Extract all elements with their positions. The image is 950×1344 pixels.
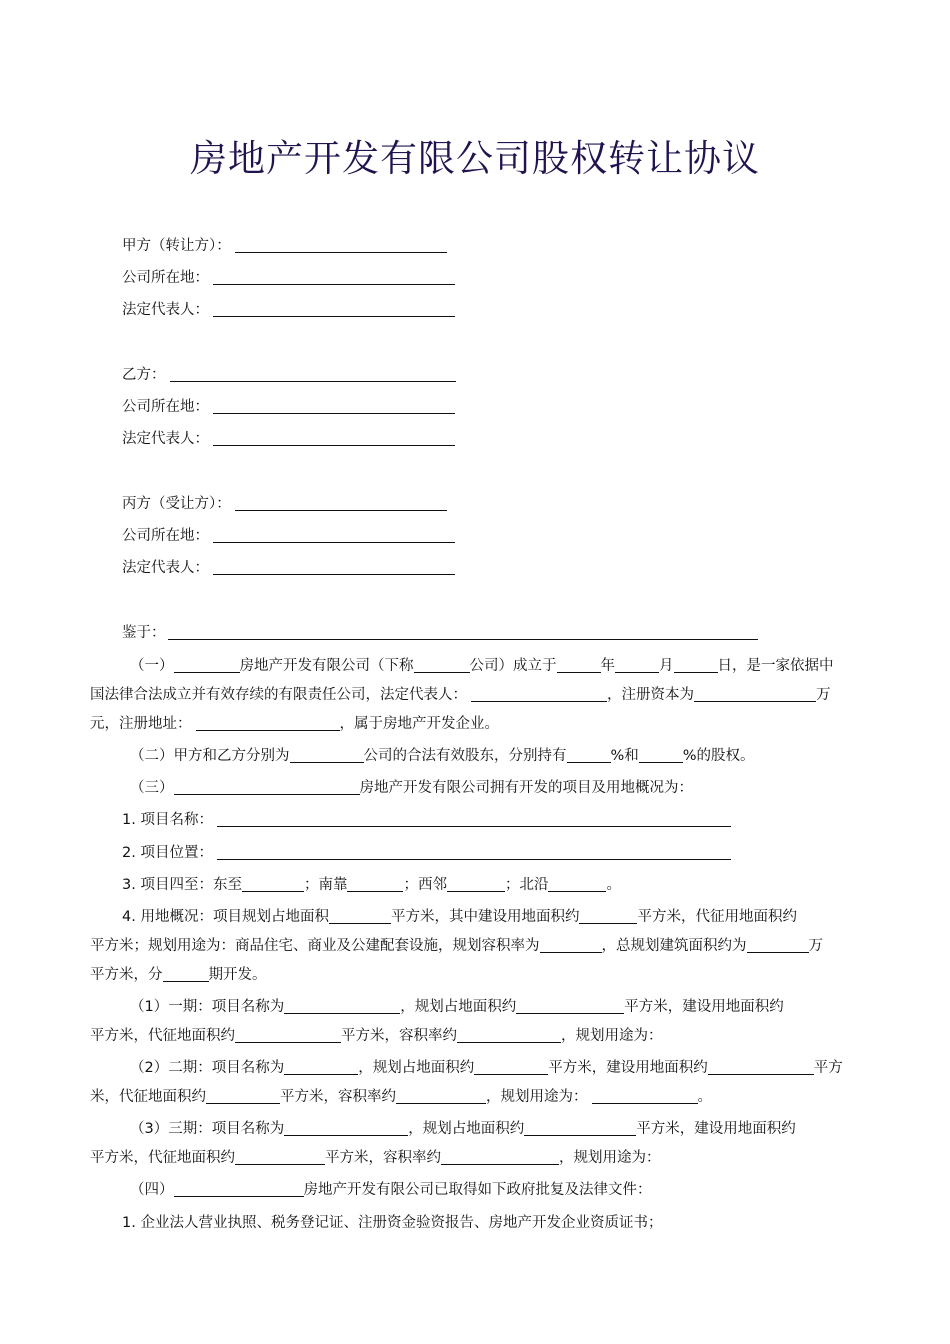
land-line1	[122, 907, 950, 927]
west-bound-field[interactable]	[447, 875, 505, 892]
text: ，规划占地面积约	[408, 1121, 525, 1137]
text: 平方米，容积率约	[280, 1089, 396, 1105]
project-name-field[interactable]	[217, 810, 731, 827]
party-b-name-field[interactable]	[170, 365, 456, 382]
text: 平方米，其中建设用地面积约	[390, 909, 580, 925]
phase3-far-field[interactable]	[441, 1148, 559, 1165]
whereas-p1-line1	[130, 656, 950, 676]
text: 日，是一家依据中	[717, 658, 834, 674]
phase2-usage-field[interactable]	[592, 1087, 698, 1104]
party-c-rep-label: 法定代表人：	[122, 560, 209, 576]
text: （四）	[130, 1182, 174, 1198]
text: 公司的合法有效股东，分别持有	[363, 748, 567, 764]
phase1-acq-area-field[interactable]	[235, 1026, 341, 1043]
text: 年	[600, 658, 615, 674]
text: （1）一期：项目名称为	[130, 999, 285, 1015]
party-a-name-field[interactable]	[235, 236, 447, 253]
party-c-line	[122, 494, 950, 514]
land-line2	[90, 936, 950, 956]
party-a-rep-line	[122, 300, 950, 320]
party-b-address-label: 公司所在地：	[122, 399, 209, 415]
approvals-item1: 1. 企业法人营业执照、税务登记证、注册资金验资报告、房地产开发企业资质证书；	[122, 1215, 663, 1231]
party-c-rep-field[interactable]	[213, 558, 455, 575]
whereas-field[interactable]	[168, 623, 758, 640]
party-a-rep-label: 法定代表人：	[122, 302, 209, 318]
text: ，属于房地产开发企业。	[339, 716, 499, 732]
text: 平方米，建设用地面积约	[636, 1121, 796, 1137]
company-field[interactable]	[290, 746, 364, 763]
text: 元，注册地址：	[90, 716, 192, 732]
text: ，规划用途为：	[561, 1028, 663, 1044]
phase1-far-field[interactable]	[457, 1026, 561, 1043]
party-a-address-line	[122, 268, 950, 288]
text: （一）	[130, 658, 174, 674]
phase1-line2	[90, 1026, 950, 1046]
text: 期开发。	[208, 967, 267, 983]
build-area-field[interactable]	[579, 907, 637, 924]
text: 房地产开发有限公司（下称	[239, 658, 414, 674]
whereas-p1-line3	[90, 714, 950, 734]
text: 1. 项目名称：	[122, 812, 213, 828]
text: 。	[606, 877, 621, 893]
phase1-planned-area-field[interactable]	[516, 997, 624, 1014]
south-bound-field[interactable]	[347, 875, 403, 892]
text: ；北沿	[504, 877, 549, 893]
text: ，规划用途为：	[559, 1150, 661, 1166]
text: （3）三期：项目名称为	[130, 1121, 285, 1137]
legal-rep-field[interactable]	[471, 685, 607, 702]
phase2-name-field[interactable]	[284, 1058, 358, 1075]
company-short-name-field[interactable]	[414, 656, 470, 673]
text: ，规划用途为：	[486, 1089, 588, 1105]
developer-name-field[interactable]	[174, 778, 360, 795]
text: 2. 项目位置：	[122, 845, 213, 861]
text: ；南靠	[303, 877, 348, 893]
phase2-line1	[130, 1058, 950, 1078]
text: ，规划占地面积约	[358, 1060, 475, 1076]
page-title: 房地产开发有限公司股权转让协议	[190, 137, 760, 180]
phase3-acq-area-field[interactable]	[235, 1148, 325, 1165]
text: 平方米，建设用地面积约	[548, 1060, 708, 1076]
project-location-line	[122, 843, 950, 863]
text: 平方米，容积率约	[325, 1150, 441, 1166]
phase2-acq-area-field[interactable]	[206, 1087, 280, 1104]
phase2-planned-area-field[interactable]	[474, 1058, 548, 1075]
project-location-field[interactable]	[217, 843, 731, 860]
party-c-address-line	[122, 526, 950, 546]
text: %的股权。	[682, 748, 755, 764]
far-field[interactable]	[540, 936, 602, 953]
text: 万	[808, 938, 823, 954]
text: %和	[610, 748, 639, 764]
text: 房地产开发有限公司拥有开发的项目及用地概况为：	[359, 780, 693, 796]
phase3-name-field[interactable]	[284, 1119, 408, 1136]
text: 万	[816, 687, 831, 703]
text: 平方米，代征地面积约	[90, 1028, 235, 1044]
approvals-line	[130, 1180, 950, 1200]
phase3-line2	[90, 1148, 950, 1168]
share-a-field[interactable]	[567, 746, 611, 763]
phase-count-field[interactable]	[163, 965, 209, 982]
whereas-p3	[130, 778, 950, 798]
registered-address-field[interactable]	[196, 714, 340, 731]
phase1-line1	[130, 997, 950, 1017]
phase3-planned-area-field[interactable]	[524, 1119, 636, 1136]
company-name-field[interactable]	[174, 656, 240, 673]
year-field[interactable]	[557, 656, 601, 673]
text: 月	[659, 658, 674, 674]
party-c-label: 丙方（受让方）：	[122, 496, 231, 512]
text: （2）二期：项目名称为	[130, 1060, 285, 1076]
party-a-address-field[interactable]	[213, 268, 455, 285]
whereas-label: 鉴于：	[122, 625, 166, 641]
land-line3	[90, 965, 950, 985]
whereas-p2	[130, 746, 950, 766]
share-b-field[interactable]	[639, 746, 683, 763]
text: 国法律合法成立并有效存续的有限责任公司，法定代表人：	[90, 687, 467, 703]
text: 米，代征地面积约	[90, 1089, 206, 1105]
party-b-rep-line	[122, 429, 950, 449]
party-b-address-line	[122, 397, 950, 417]
phase2-line2	[90, 1087, 950, 1107]
text: 平方	[813, 1060, 843, 1076]
text: 。	[697, 1089, 712, 1105]
month-field[interactable]	[615, 656, 659, 673]
phase1-name-field[interactable]	[284, 997, 400, 1014]
party-a-line	[122, 236, 950, 256]
party-c-address-label: 公司所在地：	[122, 528, 209, 544]
text: 公司）成立于	[469, 658, 557, 674]
party-a-address-label: 公司所在地：	[122, 270, 209, 286]
project-name-line	[122, 810, 950, 830]
party-a-rep-field[interactable]	[213, 300, 455, 317]
phase3-line1	[130, 1119, 950, 1139]
phase2-far-field[interactable]	[396, 1087, 486, 1104]
text: ，规划占地面积约	[400, 999, 517, 1015]
east-bound-field[interactable]	[242, 875, 304, 892]
party-a-label: 甲方（转让方）：	[122, 238, 231, 254]
registered-capital-field[interactable]	[694, 685, 816, 702]
project-bounds-line	[122, 875, 950, 895]
party-c-name-field[interactable]	[235, 494, 447, 511]
text: ，总规划建筑面积约为	[601, 938, 747, 954]
text: 房地产开发有限公司已取得如下政府批复及法律文件：	[303, 1182, 652, 1198]
text: 平方米；规划用途为：商品住宅、商业及公建配套设施，规划容积率为	[90, 938, 540, 954]
planned-area-field[interactable]	[329, 907, 391, 924]
whereas-p1-line2	[90, 685, 950, 705]
total-area-field[interactable]	[747, 936, 809, 953]
text: 平方米，代征地面积约	[90, 1150, 235, 1166]
text: 3. 项目四至：东至	[122, 877, 242, 893]
party-c-rep-line	[122, 558, 950, 578]
party-b-address-field[interactable]	[213, 397, 455, 414]
approvals-company-field[interactable]	[174, 1180, 304, 1197]
party-b-rep-field[interactable]	[213, 429, 455, 446]
party-b-label: 乙方：	[122, 367, 166, 383]
party-b-line	[122, 365, 950, 385]
text: （二）甲方和乙方分别为	[130, 748, 290, 764]
text: 4. 用地概况：项目规划占地面积	[122, 909, 329, 925]
party-b-rep-label: 法定代表人：	[122, 431, 209, 447]
text: 平方米，建设用地面积约	[624, 999, 784, 1015]
day-field[interactable]	[674, 656, 718, 673]
text: ；西邻	[403, 877, 447, 893]
whereas-line	[122, 623, 950, 643]
text: ，注册资本为	[607, 687, 694, 703]
text: 平方米，容积率约	[341, 1028, 457, 1044]
text: 平方米，代征用地面积约	[637, 909, 797, 925]
party-c-address-field[interactable]	[213, 526, 455, 543]
text: （三）	[130, 780, 174, 796]
phase2-build-area-field[interactable]	[708, 1058, 814, 1075]
north-bound-field[interactable]	[548, 875, 606, 892]
text: 平方米，分	[90, 967, 163, 983]
